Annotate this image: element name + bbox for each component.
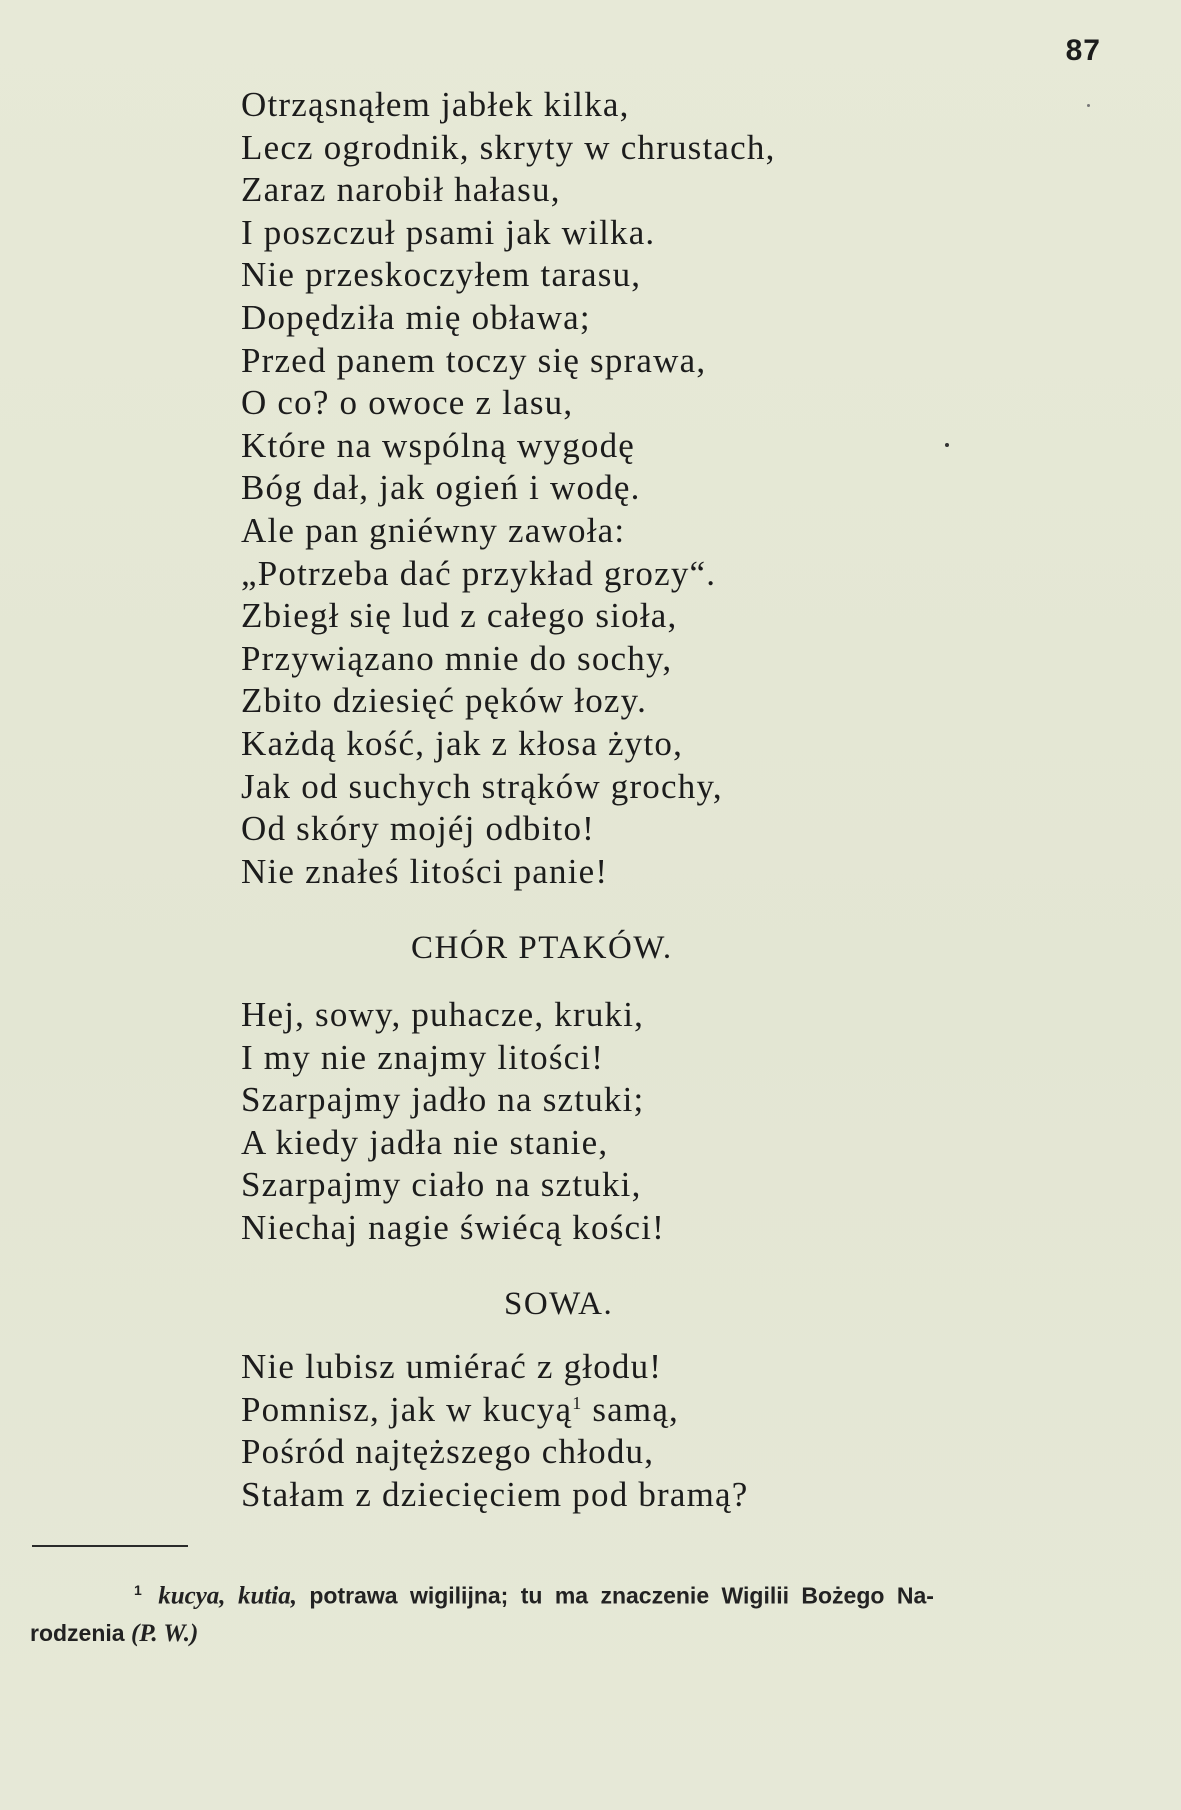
verse-line: Szarpajmy jadło na sztuki;	[241, 1080, 645, 1120]
verse-line: Zbiegł się lud z całego sioła,	[241, 596, 678, 636]
verse-line: Bóg dał, jak ogień i wodę.	[241, 468, 641, 508]
verse-line: Hej, sowy, puhacze, kruki,	[241, 995, 645, 1034]
footnote-term: kucya,	[158, 1582, 226, 1610]
verse-line: Niechaj nagie świécą kości!	[241, 1207, 666, 1247]
verse-line: Które na wspólną wygodę	[241, 425, 636, 465]
verse-line: Dopędziła mię obława;	[241, 297, 591, 337]
verse-text: samą,	[582, 1389, 680, 1429]
verse-line: Od skóry mojéj odbito!	[241, 809, 596, 849]
verse-line: Jak od suchych strąków grochy,	[241, 766, 723, 806]
verse-line: Zaraz narobił hałasu,	[241, 170, 561, 210]
stanza-1	[241, 84, 776, 893]
verse-line: Szarpajmy ciało na sztuki,	[241, 1165, 642, 1205]
footnote-source: (P. W.)	[130, 1619, 199, 1647]
verse-line: Otrząsnąłem jabłek kilka,	[241, 85, 630, 124]
footnote-text: potrawa wigilijna; tu ma znaczenie Wigilii Bożego Na-	[309, 1582, 934, 1609]
verse-line: O co? o owoce z lasu,	[241, 383, 574, 423]
page-number: 87	[1065, 34, 1101, 67]
stanza-2	[241, 994, 665, 1250]
footnote-line	[30, 1615, 1110, 1652]
print-speck	[1087, 104, 1090, 107]
footnote-term: kutia,	[237, 1582, 297, 1610]
verse-line: A kiedy jadła nie stanie,	[241, 1122, 609, 1162]
footnote-text: rodzenia	[30, 1619, 125, 1646]
verse-line: Pośród najtęższego chłodu,	[241, 1432, 655, 1472]
verse-line: Nie znałeś litości panie!	[241, 851, 609, 891]
speaker-heading-chorus: CHÓR PTAKÓW.	[411, 930, 673, 966]
footnote	[30, 1572, 1110, 1652]
footnote-reference: 1	[572, 1392, 583, 1413]
speaker-heading-owl: SOWA.	[504, 1286, 614, 1322]
footnote-separator	[32, 1545, 188, 1547]
verse-line: Przed panem toczy się sprawa,	[241, 340, 707, 380]
verse-line: Zbito dziesięć pęków łozy.	[241, 681, 648, 721]
verse-line: Ale pan gniéwny zawoła:	[241, 510, 626, 550]
verse-line: I poszczuł psami jak wilka.	[241, 212, 656, 252]
verse-line-with-note	[241, 1389, 749, 1432]
verse-line: Lecz ogrodnik, skryty w chrustach,	[241, 127, 776, 167]
verse-line: Przywiązano mnie do sochy,	[241, 638, 673, 678]
verse-line: Nie lubisz umiérać z głodu!	[241, 1347, 663, 1386]
verse-line: I my nie znajmy litości!	[241, 1037, 605, 1077]
stanza-3	[241, 1346, 749, 1516]
footnote-line	[30, 1572, 1110, 1615]
verse-line: Stałam z dziecięciem pod bramą?	[241, 1474, 749, 1514]
verse-line: Każdą kość, jak z kłosa żyto,	[241, 723, 684, 763]
footnote-mark: 1	[134, 1582, 142, 1598]
verse-text: Pomnisz, jak w kucyą	[241, 1389, 573, 1429]
verse-line: „Potrzeba dać przykład grozy“.	[241, 553, 717, 593]
verse-line: Nie przeskoczyłem tarasu,	[241, 255, 642, 295]
print-speck	[945, 443, 949, 447]
